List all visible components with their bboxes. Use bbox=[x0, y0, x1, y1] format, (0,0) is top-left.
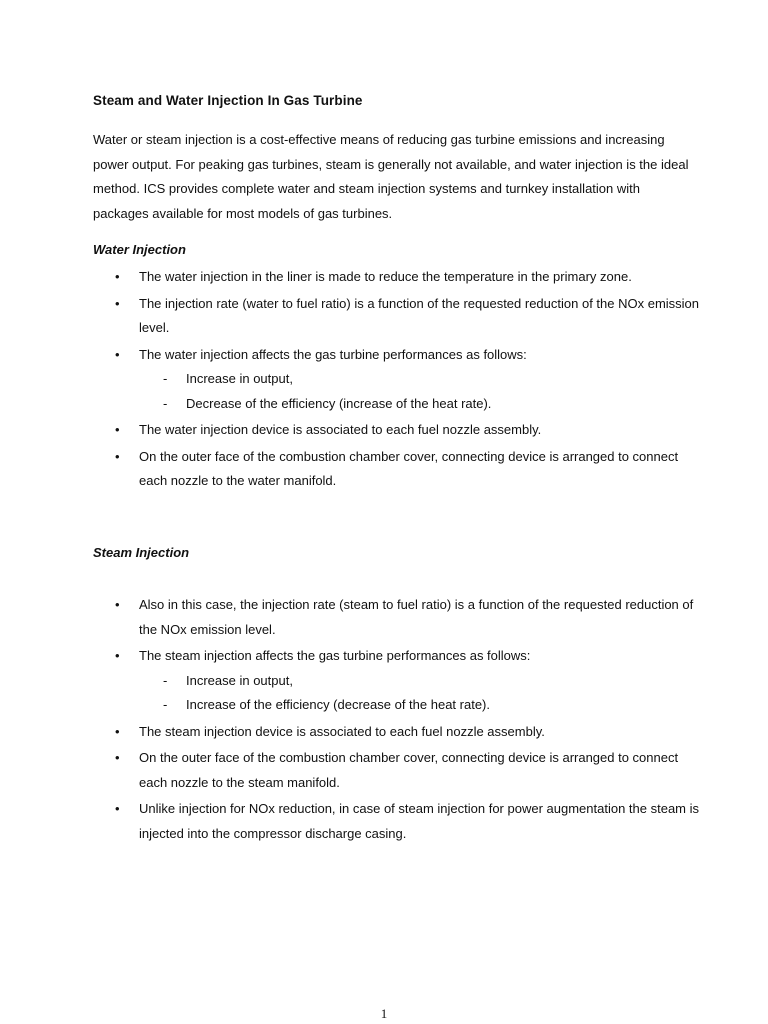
list-item-text: Unlike injection for NOx reduction, in case of steam injection for power augmentation the steam is injected into the compressor discharge casing. bbox=[139, 801, 699, 841]
bullet-icon: • bbox=[115, 422, 120, 437]
page-title: Steam and Water Injection In Gas Turbine bbox=[93, 93, 363, 108]
list-item-text: The injection rate (water to fuel ratio) is a function of the requested reduction of the NOx emission level. bbox=[139, 295, 700, 335]
sub-list-item-text: Increase in output, bbox=[186, 672, 293, 688]
dash-icon: - bbox=[163, 371, 168, 386]
dash-icon: - bbox=[163, 697, 168, 712]
sub-list bbox=[139, 669, 700, 718]
list-item bbox=[0, 797, 700, 846]
bullet-icon: • bbox=[115, 723, 120, 739]
list-item-text: The steam injection device is associated to each fuel nozzle assembly. bbox=[139, 723, 545, 739]
sub-list-item-text: Increase of the efficiency (decrease of the heat rate). bbox=[186, 697, 490, 712]
list-item bbox=[0, 746, 700, 795]
bullet-icon: • bbox=[115, 295, 120, 311]
steam-injection-heading: Steam Injection bbox=[93, 545, 190, 560]
bullet-icon: • bbox=[115, 801, 120, 816]
sub-list bbox=[139, 367, 700, 416]
sub-list-item-text: Increase in output, bbox=[186, 371, 293, 386]
list-item-text: On the outer face of the combustion chamber cover, connecting device is arranged to connect each nozzle to the water manifold. bbox=[139, 448, 679, 488]
water-injection-list bbox=[0, 265, 700, 496]
page-number: 1 bbox=[380, 1006, 388, 1021]
dash-icon: - bbox=[163, 672, 168, 688]
sub-list-item bbox=[139, 392, 700, 417]
sub-list-item-text: Decrease of the efficiency (increase of the heat rate). bbox=[186, 395, 492, 411]
list-item bbox=[0, 445, 700, 494]
list-item bbox=[0, 720, 700, 745]
water-injection-heading: Water Injection bbox=[93, 242, 186, 257]
intro-paragraph: Water or steam injection is a cost-effective means of reducing gas turbine emissions and increasing power output. For peaking gas turbines, steam is generally not available, and water injection is the ideal method. ICS provides complete water and steam injection systems and turnkey installation with packages available for most models of gas turbines. bbox=[93, 132, 689, 221]
list-item bbox=[0, 418, 700, 443]
bullet-icon: • bbox=[115, 269, 120, 284]
bullet-icon: • bbox=[115, 750, 120, 765]
list-item-text: Also in this case, the injection rate (steam to fuel ratio) is a function of the requested reduction of the NOx emission level. bbox=[139, 597, 694, 637]
bullet-icon: • bbox=[115, 346, 120, 362]
list-item bbox=[0, 644, 700, 718]
list-item bbox=[0, 593, 700, 642]
list-item bbox=[0, 292, 700, 341]
list-item bbox=[0, 265, 700, 290]
bullet-icon: • bbox=[115, 448, 120, 464]
list-item-text: The water injection affects the gas turbine performances as follows: bbox=[139, 346, 527, 362]
list-item-text: The water injection device is associated to each fuel nozzle assembly. bbox=[139, 422, 542, 437]
list-item-text: On the outer face of the combustion chamber cover, connecting device is arranged to connect each nozzle to the steam manifold. bbox=[139, 750, 679, 790]
dash-icon: - bbox=[163, 395, 168, 411]
bullet-icon: • bbox=[115, 648, 120, 663]
list-item-text: The water injection in the liner is made to reduce the temperature in the primary zone. bbox=[139, 269, 632, 284]
list-item bbox=[0, 343, 700, 417]
sub-list-item bbox=[139, 693, 700, 718]
bullet-icon: • bbox=[115, 597, 120, 612]
list-item-text: The steam injection affects the gas turbine performances as follows: bbox=[139, 648, 531, 663]
steam-injection-list bbox=[0, 593, 700, 848]
sub-list-item bbox=[139, 669, 700, 694]
sub-list-item bbox=[139, 367, 700, 392]
